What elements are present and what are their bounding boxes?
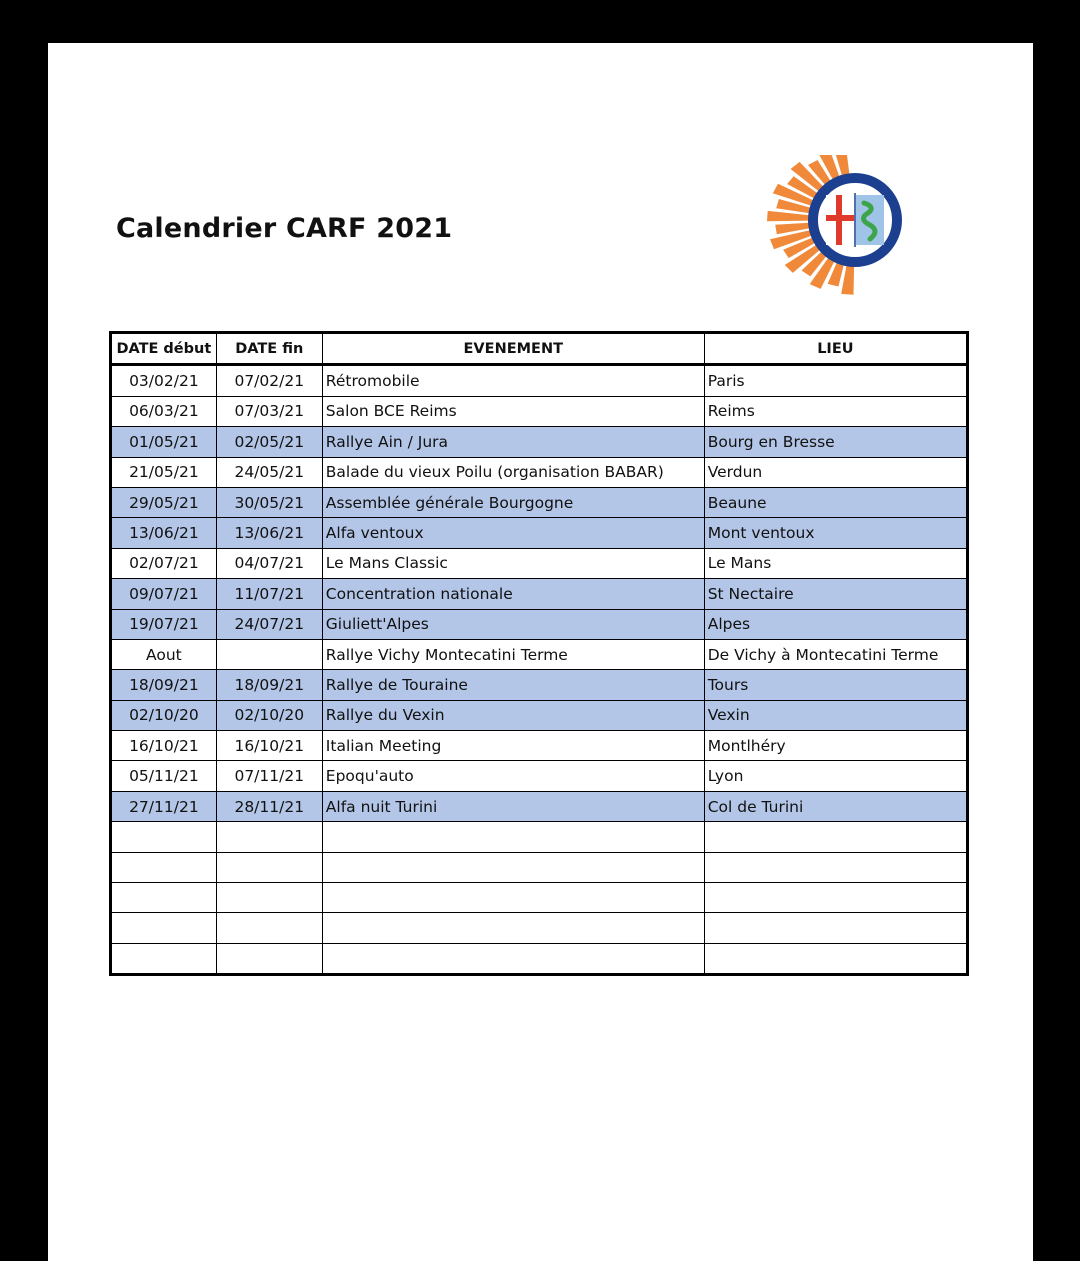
cell-date-fin: 11/07/21 — [216, 579, 322, 609]
cell-date-fin — [216, 943, 322, 974]
table-row — [111, 639, 968, 669]
table-row — [111, 579, 968, 609]
cell-evenement: Rallye de Touraine — [322, 670, 704, 700]
cell-evenement: Concentration nationale — [322, 579, 704, 609]
table-row — [111, 943, 968, 974]
cell-date-fin: 07/02/21 — [216, 365, 322, 396]
cell-lieu: De Vichy à Montecatini Terme — [704, 639, 967, 669]
cell-date-fin — [216, 883, 322, 913]
cell-date-fin — [216, 913, 322, 943]
table-row — [111, 365, 968, 396]
cell-evenement: Assemblée générale Bourgogne — [322, 487, 704, 517]
cell-lieu — [704, 822, 967, 852]
cell-lieu: Tours — [704, 670, 967, 700]
alfa-romeo-club-de-france-logo — [760, 155, 930, 295]
table-header-row — [111, 333, 968, 365]
cell-date-fin: 13/06/21 — [216, 518, 322, 548]
cell-evenement: Italian Meeting — [322, 731, 704, 761]
table-row — [111, 396, 968, 426]
cell-date-debut: 01/05/21 — [111, 427, 217, 457]
cell-date-fin: 04/07/21 — [216, 548, 322, 578]
cell-date-fin: 07/11/21 — [216, 761, 322, 791]
cell-date-debut — [111, 943, 217, 974]
cell-lieu: Lyon — [704, 761, 967, 791]
header-date-debut: DATE début — [111, 333, 217, 365]
cell-evenement: Alfa nuit Turini — [322, 791, 704, 821]
cell-date-debut: 06/03/21 — [111, 396, 217, 426]
cell-lieu: Beaune — [704, 487, 967, 517]
table-row — [111, 670, 968, 700]
cell-date-debut: 16/10/21 — [111, 731, 217, 761]
cell-evenement: Rallye Vichy Montecatini Terme — [322, 639, 704, 669]
cell-evenement: Rallye Ain / Jura — [322, 427, 704, 457]
cell-date-debut: 03/02/21 — [111, 365, 217, 396]
cell-evenement: Rétromobile — [322, 365, 704, 396]
cell-date-debut: 29/05/21 — [111, 487, 217, 517]
cell-date-debut: 02/10/20 — [111, 700, 217, 730]
cell-evenement: Epoqu'auto — [322, 761, 704, 791]
cell-date-debut: 21/05/21 — [111, 457, 217, 487]
document-page — [48, 43, 1033, 1261]
cell-evenement: Le Mans Classic — [322, 548, 704, 578]
cell-lieu: Col de Turini — [704, 791, 967, 821]
cell-lieu — [704, 852, 967, 882]
cell-date-debut — [111, 913, 217, 943]
cell-date-fin: 28/11/21 — [216, 791, 322, 821]
cell-lieu — [704, 883, 967, 913]
cell-date-debut — [111, 822, 217, 852]
cell-date-fin: 16/10/21 — [216, 731, 322, 761]
table-row — [111, 731, 968, 761]
cell-evenement — [322, 883, 704, 913]
cell-date-debut: 02/07/21 — [111, 548, 217, 578]
cell-lieu: Mont ventoux — [704, 518, 967, 548]
cell-lieu: Verdun — [704, 457, 967, 487]
cell-date-debut — [111, 852, 217, 882]
cell-date-debut: 19/07/21 — [111, 609, 217, 639]
table-row — [111, 457, 968, 487]
cell-lieu: Bourg en Bresse — [704, 427, 967, 457]
table-row — [111, 761, 968, 791]
table-body — [111, 365, 968, 975]
cell-date-debut: 09/07/21 — [111, 579, 217, 609]
cell-lieu: Reims — [704, 396, 967, 426]
cell-evenement: Salon BCE Reims — [322, 396, 704, 426]
table-row — [111, 487, 968, 517]
cell-lieu — [704, 913, 967, 943]
cell-date-debut: 13/06/21 — [111, 518, 217, 548]
cell-evenement: Balade du vieux Poilu (organisation BABAR) — [322, 457, 704, 487]
cell-date-debut: Aout — [111, 639, 217, 669]
cell-date-fin: 30/05/21 — [216, 487, 322, 517]
cell-evenement — [322, 913, 704, 943]
cell-date-fin: 02/05/21 — [216, 427, 322, 457]
cell-evenement: Alfa ventoux — [322, 518, 704, 548]
table-row — [111, 548, 968, 578]
cell-evenement — [322, 852, 704, 882]
cell-lieu — [704, 943, 967, 974]
cell-lieu: Alpes — [704, 609, 967, 639]
cell-date-debut: 18/09/21 — [111, 670, 217, 700]
table-row — [111, 427, 968, 457]
header-date-fin: DATE fin — [216, 333, 322, 365]
header-evenement: EVENEMENT — [322, 333, 704, 365]
cell-evenement: Giuliett'Alpes — [322, 609, 704, 639]
cell-date-debut: 05/11/21 — [111, 761, 217, 791]
cell-evenement — [322, 822, 704, 852]
table-row — [111, 822, 968, 852]
cell-date-fin — [216, 639, 322, 669]
cell-date-fin — [216, 852, 322, 882]
cell-date-fin: 24/05/21 — [216, 457, 322, 487]
table-row — [111, 852, 968, 882]
cell-date-fin: 07/03/21 — [216, 396, 322, 426]
table-row — [111, 913, 968, 943]
table-row — [111, 700, 968, 730]
header-lieu: LIEU — [704, 333, 967, 365]
cell-lieu: Paris — [704, 365, 967, 396]
page-title: Calendrier CARF 2021 — [116, 213, 453, 244]
cell-lieu: Vexin — [704, 700, 967, 730]
table-row — [111, 518, 968, 548]
table-row — [111, 791, 968, 821]
cell-lieu: St Nectaire — [704, 579, 967, 609]
cell-lieu: Montlhéry — [704, 731, 967, 761]
cell-evenement — [322, 943, 704, 974]
cell-date-debut — [111, 883, 217, 913]
cell-date-debut: 27/11/21 — [111, 791, 217, 821]
cell-date-fin: 24/07/21 — [216, 609, 322, 639]
cell-date-fin: 02/10/20 — [216, 700, 322, 730]
table-row — [111, 609, 968, 639]
cell-date-fin — [216, 822, 322, 852]
table-row — [111, 883, 968, 913]
calendar-table — [109, 331, 969, 976]
cell-date-fin: 18/09/21 — [216, 670, 322, 700]
cell-lieu: Le Mans — [704, 548, 967, 578]
cell-evenement: Rallye du Vexin — [322, 700, 704, 730]
